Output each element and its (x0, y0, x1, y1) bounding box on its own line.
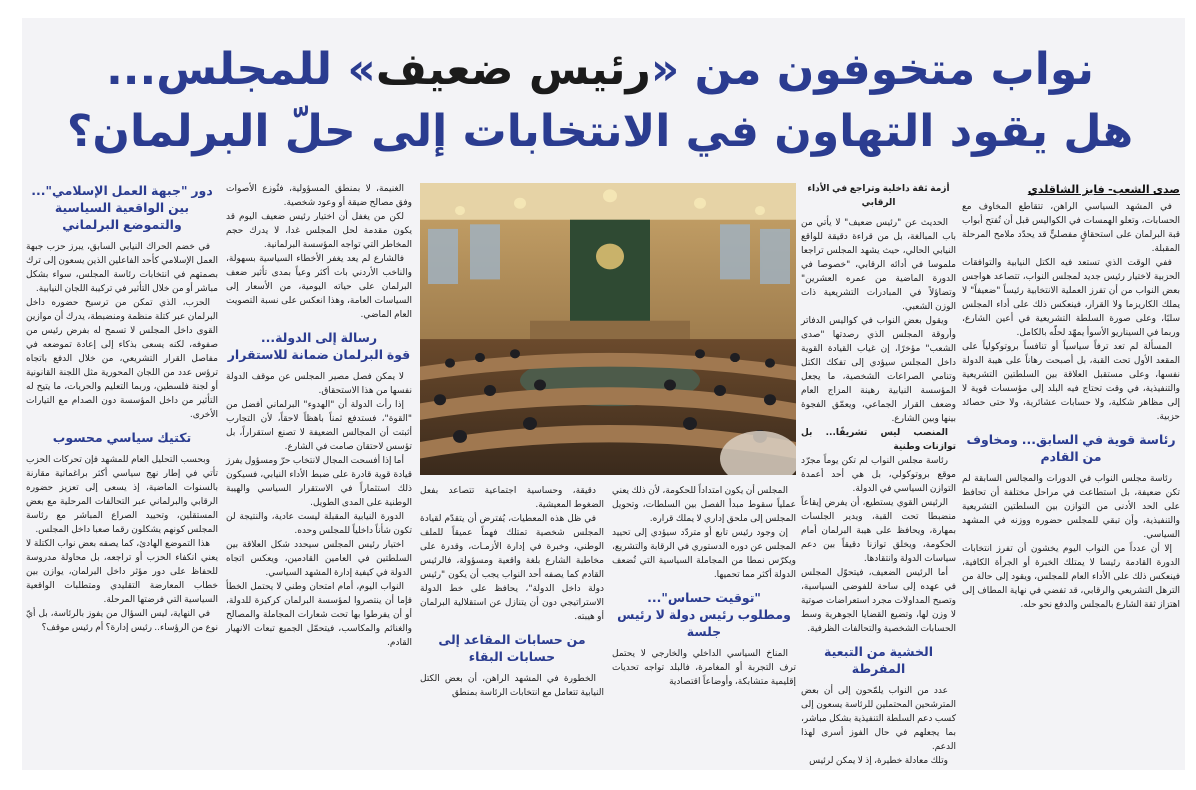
section-heading: رئاسة قوية في السابق... ومخاوف من القادم (966, 432, 1176, 464)
paragraph: ففي الوقت الذي تستعد فيه الكتل النيابية والتوافقات الحزبية لاختيار رئيس جديد لمجلس النواب، تتصاعد هواجس بعض النواب من أن تفرز العملية الانتخابية رئيساً "ضعيفاً" لا يملك الكاريزما ولا القرار، فينعكس ذلك على أداء المجلس سلبًا، وعلى صورة السلطة التشريعية في أعين الشارع، وربما في السيناريو الأسوأ يمهّد لحلّه بالكامل. (962, 258, 1180, 338)
paragraph: الحزب، الذي تمكن من ترسيخ حضوره داخل البرلمان عبر كتلة منظمة ومنضبطة، يدرك أن موازين القوى داخل المجلس لا تسمح له بفرض رئيس من صفوفه، لكنه يسعى بذكاء إلى إعادة تموضعه في مفاصل القرار التشريعي، من خلال الدفع باتجاه ترؤس عدد من اللجان المحورية مثل اللجنة القانونية أو لجنة فلسطين، وربما التعليم والحريات، ما يتيح له التأثير من داخل المؤسسة دون الصدام مع التيارات الأخرى. (26, 298, 218, 420)
paragraph: النواب اليوم، أمام امتحان وطني لا يحتمل الخطأ فإما أن ينتصروا لمؤسسة البرلمان كركيزة للدولة، أو أن يفرطوا بها تحت شعارات المجاملة والمصالح والغنائم والمكاسب، فيتحمّل الجميع تبعات الانهيار القادم. (226, 582, 412, 648)
paragraph: المجلس أن يكون امتداداً للحكومة، لأن ذلك يعني عملياً سقوط مبدأ الفصل بين السلطات، وتحويل المجلس إلى ملحق إداري لا يملك قراره. (612, 486, 796, 524)
paragraph: وتلك معادلة خطيرة، إذ لا يمكن لرئيس (809, 756, 948, 766)
paragraph: لا يمكن فصل مصير المجلس عن موقف الدولة نفسها من هذا الاستحقاق. (226, 372, 412, 396)
paragraph: المسألة لم تعد ترفاً سياسياً أو تنافساً بروتوكولياً على المقعد الأول تحت القبة، بل أصبحت رهاناً على هيبة الدولة نفسها، وعلى مستقبل العلاقة بين السلطتين التشريعية والتنفيذية، في وقت تحتاج فيه البلد إلى مؤسسات قوية لا إلى مظاهر شكلية، ولا حسابات عشائرية، ولا حتى حصائد حزبية. (962, 342, 1180, 422)
headline-part: نواب متخوفون من « (650, 44, 1094, 95)
photo-illustration (420, 183, 796, 475)
byline: صدى الشعب- فايز الشاقلدي (1027, 183, 1180, 196)
paragraph: دقيقة، وحساسية اجتماعية تتصاعد بفعل الضغوط المعيشية. (420, 486, 604, 510)
article-column-6 (26, 180, 218, 635)
paragraph: الغنيمة، لا بمنطق المسؤولية، فتُوزع الأصوات وفق مصالح ضيقة أو وعود شخصية. (226, 184, 412, 208)
lead-line: المنصب ليس تشريفًا... بل توازنات وطنية (801, 428, 956, 452)
section-heading (612, 589, 796, 640)
paragraph: رئاسة مجلس النواب في الدورات والمجالس السابقة لم تكن ضعيفة، بل استطاعت في مراحل مختلفة أن تحافظ على الحد الأدنى من التوازن بين السلطتين التشريعية والتنفيذية، وأن تبقي للمجلس حضوره ووزنه في المشهد السياسي. (962, 474, 1180, 540)
paragraph: الرئيس القوي يستطيع، أن يفرض إيقاعاً منضبطا تحت القبة، ويدير الجلسات بمهارة، ويحافظ على هيبة البرلمان أمام الحكومة، ويخلق توازنا دقيقاً بين دعم سياسات الدولة وانتقادها. (801, 498, 956, 564)
headline-line-1 (40, 40, 1160, 100)
paragraph: في خضم الحراك النيابي السابق، يبرز حزب جبهة العمل الإسلامي كأحد الفاعلين الذين يسعون إلى ترك بصمتهم في انتخابات رئاسة المجلس، سواء بشكل مباشر أو من خلال التأثير في تركيبة اللجان النيابية. (26, 242, 218, 294)
headline-part: » للمجلس... (106, 44, 376, 95)
paragraph: في النهاية، ليس السؤال من يفوز بالرئاسة، بل أيّ نوع من الرؤساء.. رئيس إدارة؟ أم رئيس موقف؟ (26, 609, 218, 633)
article-column-1 (962, 182, 1180, 612)
paragraph: لكن من يغفل أن اختيار رئيس ضعيف اليوم قد يكون مقدمة لحل المجلس غدا، لا يدرك حجم المخاطر التي تواجه المؤسسة البرلمانية. (226, 212, 412, 250)
paragraph: هذا التموضع الهادئ، كما يصفه بعض نواب الكتلة لا يعني انكفاء الحزب أو تراجعه، بل محاولة مدروسة للحفاظ على دور مؤثر داخل البرلمان، يوازن بين خطاب المعارضة التقليدي ومتطلبات الواقعية السياسية التي فرضتها المرحلة. (26, 539, 218, 605)
paragraph: في المشهد السياسي الراهن، تتقاطع المخاوف مع الحسابات، وتعلو الهمسات في الكواليس قبل أن تُفتح أبواب قبة البرلمان على استحقاقٍ مفصليٍّ قد يحدّد ملامح المرحلة المقبلة. (962, 202, 1180, 254)
paragraph: الحديث عن "رئيس ضعيف" لا يأتي من باب المبالغة، بل من قراءة دقيقة للواقع النيابي الحالي، حيث يشهد المجلس تراجعا ملموسا في أدائه الرقابي، "خصوصا في الدورة الماضية من عمره العشرين" وتضاؤلاً في المبادرات التشريعية ذات الوزن الشعبي. (801, 218, 956, 312)
paragraph: ويقول بعض النواب في كواليس الدفاتر وأروقة المجلس الذي رصدتها "صدى الشعب" مؤخرًا، إن غياب القيادة القوية داخل المجلس سيؤدي إلى تفكك الكتل وتنامي الصراعات الشخصية، ما يجعل المؤسسة النيابية رهينة المزاج العام وضعف القرار الجماعي، ويعمّق الفجوة بينها وبين الشارع. (801, 316, 956, 424)
subheading: أزمة ثقة داخلية وتراجع في الأداء الرقابي (807, 184, 950, 208)
article-column-2 (801, 182, 956, 768)
paragraph: عدد من النواب يلمّحون إلى أن بعض المترشحين المحتملين للرئاسة يسعون إلى كسب دعم السلطة التنفيذية بشكل مباشر، بما يجعلهم في حال الفوز أسرى لهذا الدعم. (801, 686, 956, 752)
section-heading: تكتيك سياسي محسوب (52, 430, 192, 445)
heading-line: "توقيت حساس"... (647, 590, 761, 605)
paragraph: اختيار رئيس المجلس سيحدد شكل العلاقة بين السلطتين في العامين القادمين، ويعكس اتجاه الدولة في كيفية إدارة المشهد السياسي. (226, 540, 412, 578)
paragraph: فالشارع لم يعد يغفر الأخطاء السياسية بسهولة، والناخب الأردني بات أكثر وعياً بمدى تأثير ضعف البرلمان على حياته اليومية، من الأسعار إلى السياسات العامة، وهذا انعكس على نسبة التصويت العام الماضي. (226, 254, 412, 320)
paragraph: أما إذا أفسحت المجال لانتخاب حرّ ومسؤول يفرز قيادة قوية قادرة على ضبط الأداء النيابي، فسيكون ذلك استثماراً في الاستقرار السياسي والهيبة الوطنية على المدى الطويل. (226, 456, 412, 508)
parliament-chamber-photo (420, 183, 796, 475)
heading-line: ومطلوب رئيس دولة لا رئيس جلسة (617, 607, 791, 639)
paragraph: الدورة النيابية المقبلة ليست عادية، والنتيجة لن تكون شأناً داخلياً للمجلس وحده. (226, 512, 412, 536)
headline-line-2: هل يقود التهاون في الانتخابات إلى حلّ البرلمان؟ (66, 106, 1134, 157)
paragraph: إذا رأت الدولة أن "الهدوء" البرلماني أفضل من "القوة"، فستدفع ثمناً باهظاً لاحقاً، لأن التجارب أثبتت أن المجالس الضعيفة لا تصنع استقراراً، بل تؤسس لاحتقان صامت في الشارع. (226, 400, 412, 452)
paragraph: المناخ السياسي الداخلي والخارجي لا يحتمل ترف التجربة أو المغامرة، فالبلد تواجه تحديات إقليمية متشابكة، وأوضاعاً اقتصادية (612, 649, 796, 687)
section-heading: من حسابات المقاعد إلى حسابات البقاء (438, 632, 586, 664)
paragraph: رئاسة مجلس النواب لم تكن يوماً مجرّد موقع بروتوكولي، بل هي أحد أعمدة التوازن السياسي في الدولة. (801, 456, 956, 494)
paragraph: وبحسب التحليل العام للمشهد فإن تحركات الحزب تأتي في إطار نهج سياسي أكثر براغماتية مقارنة بالسنوات الماضية، إذ يسعى إلى تعزيز حضوره الرقابي والبرلماني عبر التحالفات المرحلية مع بعض المستقلين، وتحييد الصراع المباشر مع رئاسة المجلس كونهم يشكلون رقما صعبا داخل المجلس. (26, 455, 218, 535)
paragraph: إن وجود رئيس تابع أو متردّد سيؤدي إلى تحييد المجلس عن دوره الدستوري في الرقابة والتشريع، ويكرّس نمطا من المجاملة السياسية التي تُضعف الدولة أكثر مما تحميها. (612, 528, 796, 580)
paragraph: في ظل هذه المعطيات، يُفترض أن يتقدّم لقيادة المجلس شخصية تمتلك فهماً عميقاً للملف الوطني، وخبرة في إدارة الأزمـات، وقدرة على مخاطبة الشارع بلغة واقعية ومسؤولة، فالرئيس القادم كما يصفه أحد النواب يجب أن يكون "رئيس دولة داخل الدولة"، يحافظ على خط الدولة الاستراتيجي دون أن يتنازل عن استقلالية البرلمان أو هيبته. (420, 514, 604, 622)
paragraph: الخطورة في المشهد الراهن، أن بعض الكتل النيابية تتعامل مع انتخابات الرئاسة بمنطق (420, 674, 604, 698)
section-heading: الخشية من التبعية المفرطة (823, 644, 933, 676)
article-column-4 (420, 484, 604, 700)
heading-line: قوة البرلمان ضمانة للاستقرار (227, 347, 411, 362)
section-heading (226, 329, 412, 363)
article-column-3 (612, 484, 796, 689)
paragraph: أما الرئيس الضعيف، فيتحوّل المجلس في عهده إلى ساحة للفوضى السياسية، وتصبح المداولات مجرد استعراضات صوتية لا وزن لها، وتضيع القضايا الجوهرية وسط الحسابات الشخصية والتحالفات الظرفية. (801, 568, 956, 634)
article-column-5 (226, 182, 412, 650)
paragraph: إلا أن عدداً من النواب اليوم يخشون أن تفرز انتخابات الدورة القادمة رئيسا لا يمتلك الخبرة أو الجرأة الكافية، فينعكس ذلك على الأداء العام للمجلس، ويقود إلى حالة من الترهل التشريعي والرقابي، قد تفضي في نهاية المطاف إلى اهتزاز ثقة الشارع بالمجلس والدفع نحو حله. (962, 544, 1180, 610)
headline-emphasis: رئيس ضعيف (375, 44, 651, 95)
heading-line: رسالة إلى الدولة... (260, 330, 378, 345)
section-heading: دور "جبهة العمل الإسلامي"... بين الواقعية السياسية والتموضع البرلماني (31, 183, 213, 232)
